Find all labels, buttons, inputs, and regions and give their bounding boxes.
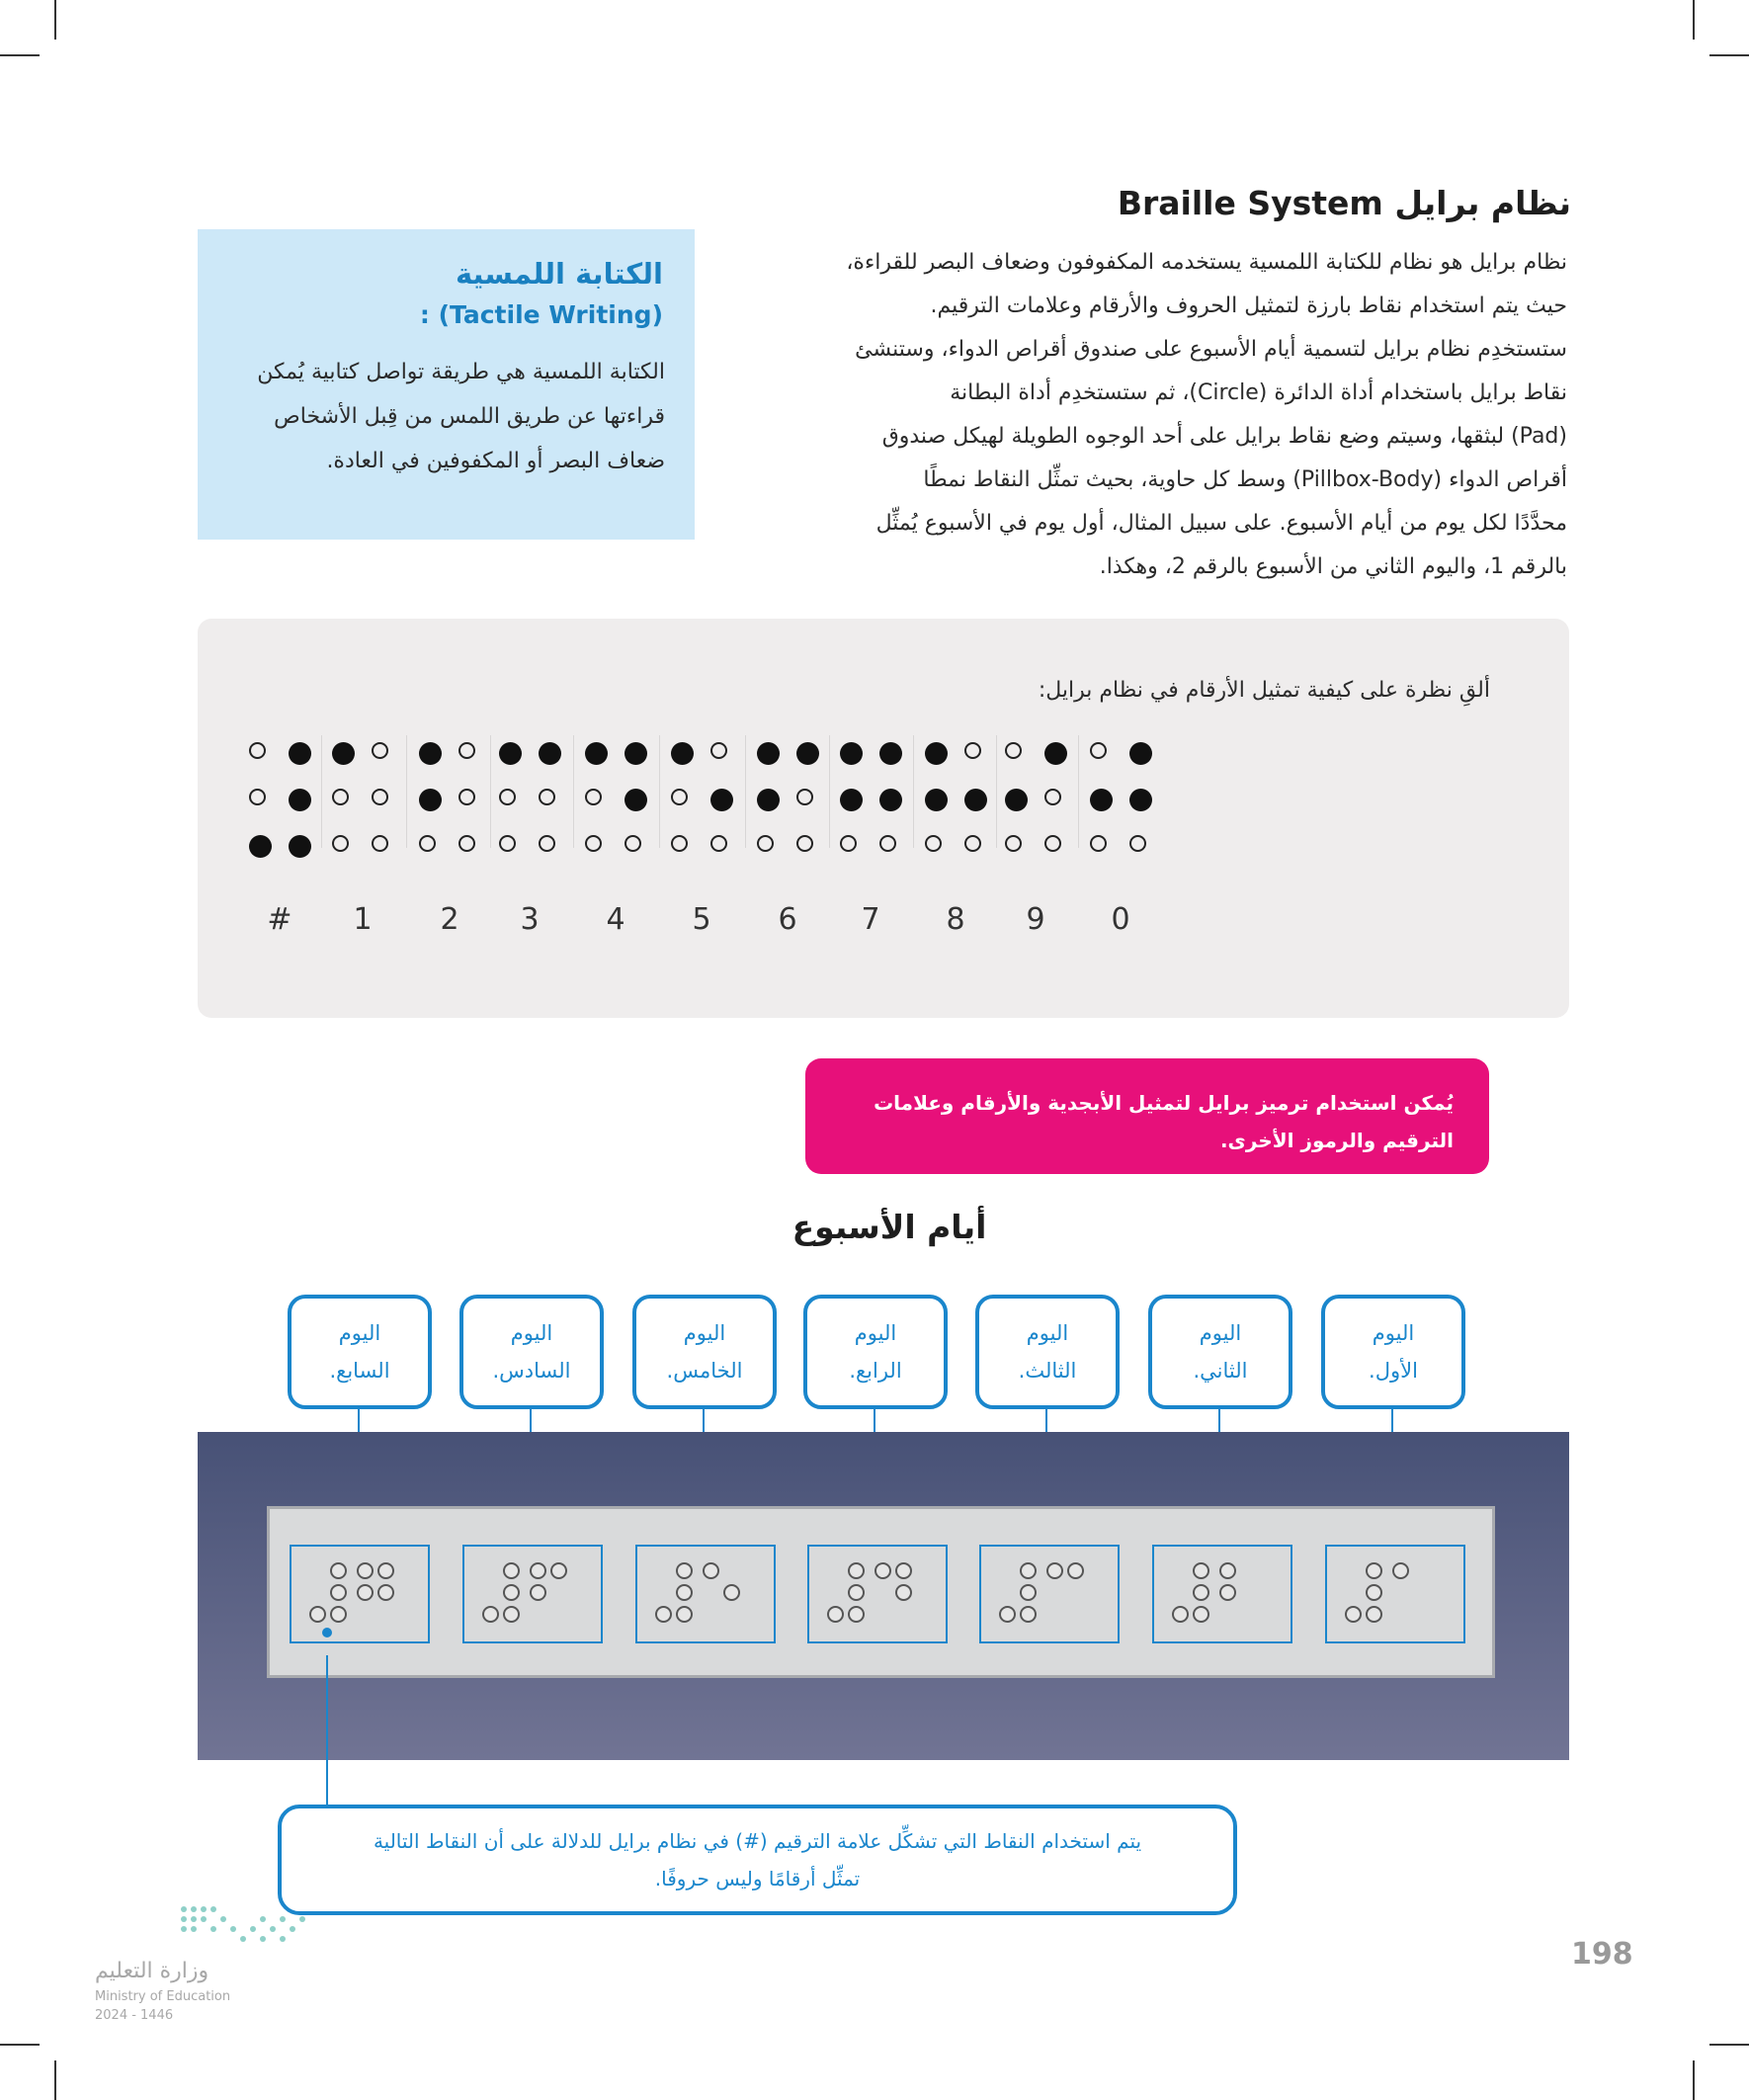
number-sign-note-line: تمثِّل أرقامًا وليس حروفًا. [654,1867,861,1890]
braille-ring [330,1562,347,1579]
braille-dot-flat [757,835,774,852]
braille-dot-flat [585,835,602,852]
body-line: (Pad) لبثقها، وسيتم وضع نقاط برايل على أحد الوجوه الطويلة لهيكل صندوق [881,424,1567,449]
braille-ring [357,1584,374,1601]
cell-divider [321,735,322,848]
braille-dot-flat [539,835,555,852]
braille-cell-label: 7 [861,902,880,937]
braille-ring [503,1584,520,1601]
body-line: بالرقم 1، واليوم الثاني من الأسبوع بالرقم 2، وهكذا. [1099,554,1567,579]
braille-ring [874,1562,891,1579]
cell-divider [745,735,746,848]
cell-divider [829,735,830,848]
day-label-word: اليوم [854,1321,897,1345]
braille-cell-label: 2 [440,902,459,937]
page-number: 198 [1571,1937,1633,1972]
day-label-ordinal: الثاني. [1193,1359,1248,1383]
pill-compartment-pad [635,1545,776,1643]
braille-dot-flat [539,789,555,805]
day-label [459,1295,604,1409]
body-line: أقراص الدواء (Pillbox-Body) وسط كل حاوية، بحيث تمثِّل النقاط نمطًا [923,467,1567,492]
day-label-ordinal: الأول. [1369,1359,1418,1383]
body-line: محدَّدًا لكل يوم من أيام الأسبوع. على سبيل المثال، أول يوم في الأسبوع يُمثِّل [875,511,1567,536]
braille-ring [377,1562,394,1579]
braille-dot-raised [757,742,780,765]
day-label-word: اليوم [1026,1321,1069,1345]
braille-ring [530,1584,546,1601]
pill-compartment-pad [979,1545,1120,1643]
braille-dot-flat [710,835,727,852]
braille-ring [676,1606,693,1623]
day-label [975,1295,1120,1409]
braille-ring [1172,1606,1189,1623]
braille-ring [1046,1562,1063,1579]
crop-mark [54,2060,56,2100]
braille-dot-flat [625,835,641,852]
day-label-ordinal: الخامس. [666,1359,743,1383]
ministry-dots-logo [174,1899,322,1949]
braille-ring [357,1562,374,1579]
definition-box [198,229,695,540]
braille-dot-flat [879,835,896,852]
pill-compartment-pad [807,1545,948,1643]
day-label [632,1295,777,1409]
panel-intro: ألقِ نظرة على كيفية تمثيل الأرقام في نظام برايل: [1038,678,1490,703]
braille-ring [530,1562,546,1579]
braille-dot-flat [249,742,266,759]
braille-dot-raised [499,742,522,765]
braille-ring [1366,1584,1382,1601]
braille-dot-raised [840,789,863,811]
number-sign-note-line: يتم استخدام النقاط التي تشكِّل علامة الترقيم (#) في نظام برايل للدلالة على أن النقاط التالية [373,1829,1142,1853]
day-label-word: اليوم [338,1321,381,1345]
braille-note [805,1058,1489,1174]
crop-mark [1709,2044,1749,2046]
ministry-year: 2024 - 1446 [95,2008,174,2023]
body-line: حيث يتم استخدام نقاط بارزة لتمثيل الحروف والأرقام وعلامات الترقيم. [930,294,1567,318]
braille-ring [1193,1584,1209,1601]
braille-dot-raised [925,789,948,811]
braille-dot-flat [332,835,349,852]
braille-dot-flat [710,742,727,759]
day-label-word: اليوم [683,1321,726,1345]
number-sign-note [278,1805,1237,1915]
pillbox-face [267,1506,1495,1678]
braille-ring [655,1606,672,1623]
pill-compartment-pad [290,1545,430,1643]
braille-dot-flat [499,835,516,852]
braille-dot-raised [1090,789,1113,811]
braille-dot-flat [372,789,388,805]
braille-ring [1366,1606,1382,1623]
braille-ring [377,1584,394,1601]
braille-dot-raised [757,789,780,811]
braille-dot-flat [1005,742,1022,759]
braille-ring [848,1584,865,1601]
braille-dot-raised [1129,789,1152,811]
cell-divider [1078,735,1079,848]
braille-cell-label: 6 [778,902,797,937]
day-label-word: اليوم [1372,1321,1415,1345]
braille-dot-flat [585,789,602,805]
day-label-word: اليوم [1199,1321,1242,1345]
braille-ring [309,1606,326,1623]
body-line: ستستخدِم نظام برايل لتسمية أيام الأسبوع على صندوق أقراص الدواء، وستنشئ [855,337,1567,362]
braille-dot-flat [419,835,436,852]
braille-numbers-panel [198,619,1569,1018]
braille-ring [848,1562,865,1579]
day-label [803,1295,948,1409]
day-label-ordinal: السادس. [492,1359,571,1383]
day-label [1148,1295,1292,1409]
braille-dot-raised [840,742,863,765]
braille-dot-flat [1090,742,1107,759]
braille-cell-label: 8 [946,902,965,937]
braille-ring [482,1606,499,1623]
day-label-ordinal: السابع. [329,1359,390,1383]
crop-mark [54,0,56,40]
week-title: أيام الأسبوع [791,1208,987,1246]
braille-cell-label: 5 [692,902,711,937]
braille-dot-raised [249,835,272,858]
braille-ring [703,1562,719,1579]
cell-divider [490,735,491,848]
braille-dot-raised [1129,742,1152,765]
braille-dot-raised [585,742,608,765]
crop-mark [1693,2060,1695,2100]
cell-divider [996,735,997,848]
braille-note-line: يُمكن استخدام ترميز برايل لتمثيل الأبجدية والأرقام وعلامات [874,1091,1454,1115]
body-paragraph [711,241,1567,589]
cell-divider [659,735,660,848]
braille-dot-raised [419,789,442,811]
day-label [288,1295,432,1409]
ministry-name-ar: وزارة التعليم [95,1959,209,1983]
braille-ring [676,1562,693,1579]
braille-ring [848,1606,865,1623]
braille-ring [1219,1584,1236,1601]
braille-dot-raised [925,742,948,765]
braille-ring [330,1606,347,1623]
braille-dot-raised [671,742,694,765]
braille-ring [999,1606,1016,1623]
braille-dot-flat [332,789,349,805]
braille-ring [676,1584,693,1601]
braille-dot-flat [1005,835,1022,852]
braille-ring [723,1584,740,1601]
braille-dot-flat [796,789,813,805]
braille-cell-label: 3 [520,902,540,937]
day-label-ordinal: الثالث. [1018,1359,1077,1383]
braille-ring [1193,1562,1209,1579]
braille-ring [895,1562,912,1579]
braille-dot-flat [372,742,388,759]
braille-note-line: الترقيم والرموز الأخرى. [1219,1129,1454,1152]
braille-ring [503,1606,520,1623]
braille-dot-flat [671,789,688,805]
braille-ring [1020,1562,1037,1579]
pill-compartment-pad [1152,1545,1292,1643]
braille-dot-raised [332,742,355,765]
braille-ring [1219,1562,1236,1579]
braille-ring [1020,1606,1037,1623]
pill-compartment-pad [462,1545,603,1643]
braille-ring [1366,1562,1382,1579]
braille-ring [1193,1606,1209,1623]
braille-cell [1063,742,1178,969]
braille-cell-label: 1 [353,902,373,937]
braille-cell-label: 4 [606,902,625,937]
ministry-logo [95,1899,332,2023]
braille-dot-flat [1129,835,1146,852]
braille-ring [1345,1606,1362,1623]
braille-dot-raised [1005,789,1028,811]
braille-cell-label: # [267,902,292,937]
ministry-name-en: Ministry of Education [95,1989,231,2004]
braille-ring [1020,1584,1037,1601]
braille-dot-flat [925,835,942,852]
crop-mark [0,2044,40,2046]
pill-compartment-pad [1325,1545,1465,1643]
braille-dot-flat [1044,789,1061,805]
section-title: نظام برايل Braille System [1117,184,1571,222]
definition-text: الكتابة اللمسية هي طريقة تواصل كتابية يُمكن قراءتها عن طريق اللمس من قِبل الأشخاص ضعاف البصر أو المكفوفين في العادة. [257,360,665,473]
crop-mark [1693,0,1695,40]
cell-divider [573,735,574,848]
pillbox-illustration [198,1432,1569,1760]
crop-mark [0,54,40,56]
braille-ring [895,1584,912,1601]
braille-dot-flat [249,789,266,805]
braille-dot-flat [1090,835,1107,852]
braille-ring [827,1606,844,1623]
crop-mark [1709,54,1749,56]
definition-title: الكتابة اللمسية [455,257,663,291]
body-line: نظام برايل هو نظام للكتابة اللمسية يستخدمه المكفوفون وضعاف البصر للقراءة، [846,250,1567,275]
braille-ring [1392,1562,1409,1579]
cell-divider [406,735,407,848]
leader-dot [322,1628,332,1638]
day-label-word: اليوم [510,1321,553,1345]
braille-dot-flat [840,835,857,852]
braille-dot-raised [419,742,442,765]
leader-line [326,1655,328,1805]
braille-ring [330,1584,347,1601]
braille-dot-flat [499,789,516,805]
braille-cell-label: 0 [1111,902,1130,937]
definition-subtitle: (Tactile Writing) : [419,300,663,329]
braille-dot-flat [671,835,688,852]
braille-dot-flat [1044,835,1061,852]
body-line: نقاط برايل باستخدام أداة الدائرة (Circle)، ثم ستستخدِم أداة البطانة [950,380,1567,405]
braille-dot-flat [796,835,813,852]
braille-cell-label: 9 [1026,902,1045,937]
braille-ring [550,1562,567,1579]
braille-ring [503,1562,520,1579]
braille-dot-flat [372,835,388,852]
cell-divider [913,735,914,848]
day-label [1321,1295,1465,1409]
day-label-ordinal: الرابع. [849,1359,902,1383]
braille-ring [1067,1562,1084,1579]
